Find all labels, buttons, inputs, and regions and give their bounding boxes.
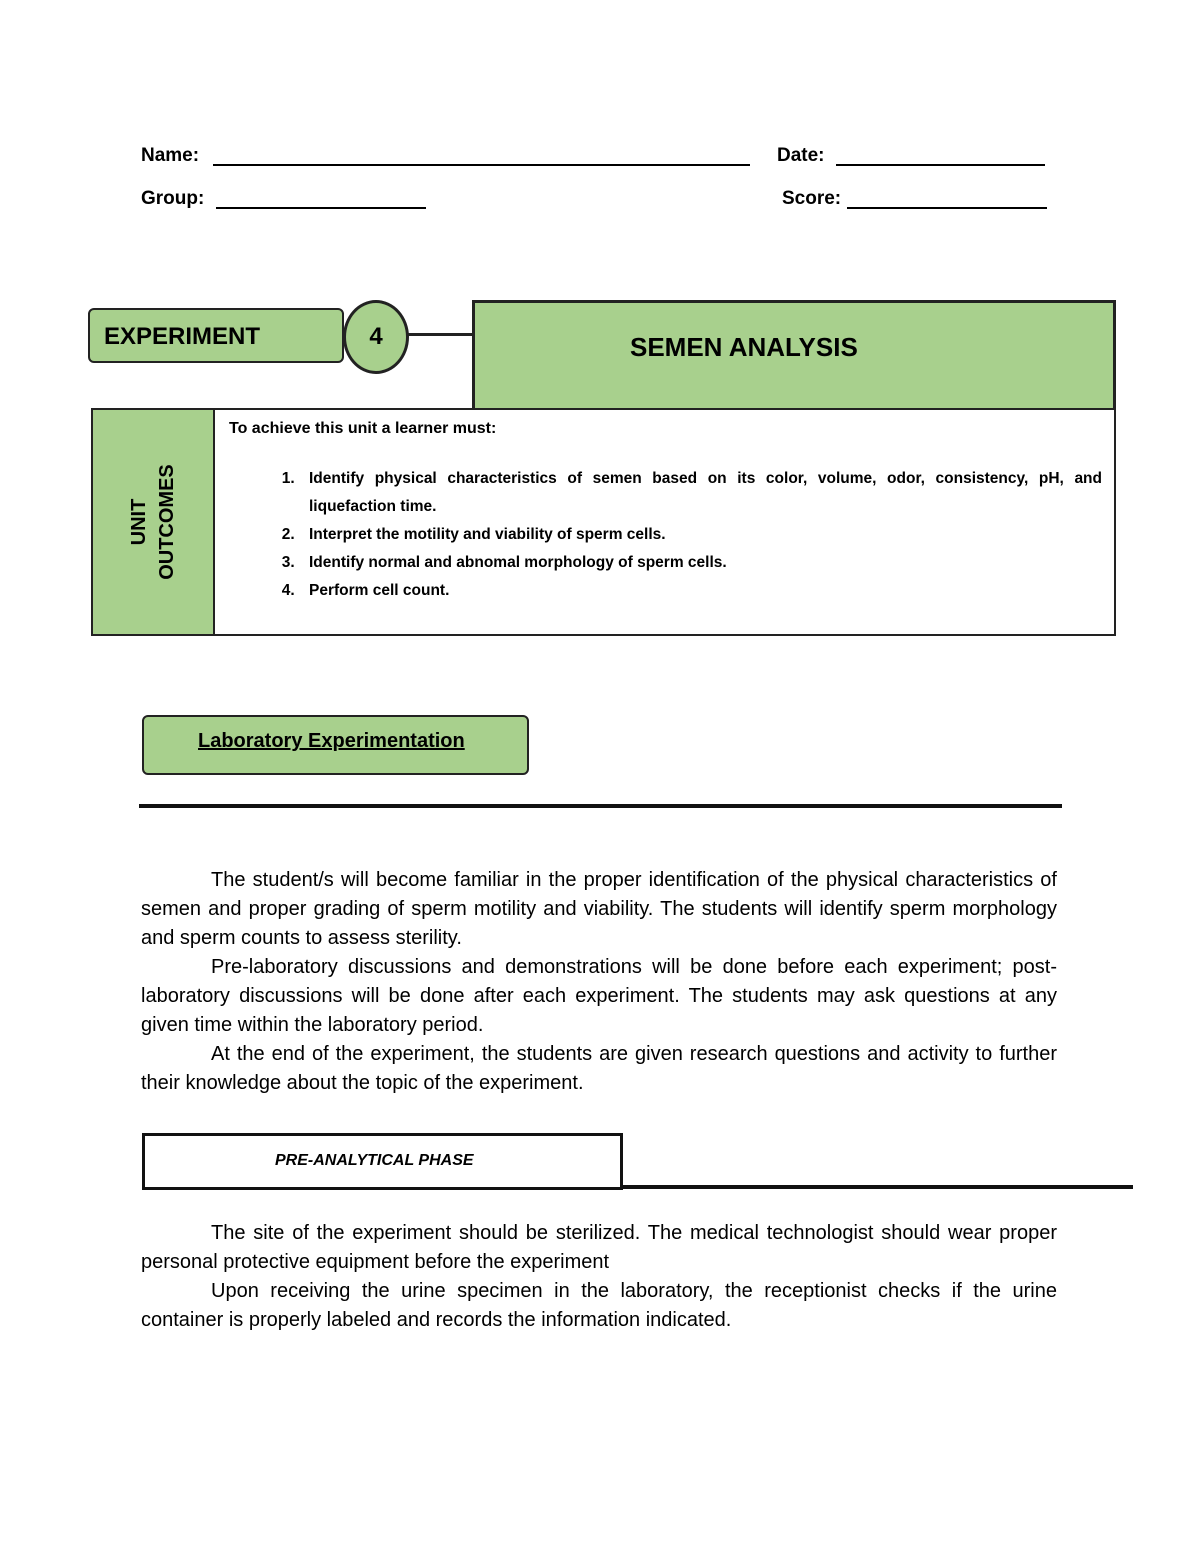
outcomes-list xyxy=(213,465,1102,605)
lab-section-box xyxy=(142,715,529,775)
experiment-title-box xyxy=(472,300,1116,409)
outcomes-intro: To achieve this unit a learner must: xyxy=(229,420,497,437)
lab-paragraphs xyxy=(141,866,1057,1098)
score-field[interactable] xyxy=(847,207,1047,209)
pre-analytical-line xyxy=(620,1185,1133,1189)
date-field[interactable] xyxy=(836,164,1045,166)
outcome-item: 4. Perform cell count. xyxy=(299,577,1102,605)
paragraph: Upon receiving the urine specimen in the laboratory, the receptionist checks if the urine container is properly labeled and records the information indicated. xyxy=(141,1280,1057,1331)
side-label-line1: UNIT xyxy=(128,498,150,546)
connector-line xyxy=(406,333,474,336)
paragraph: Pre-laboratory discussions and demonstrations will be done before each experiment; post-laboratory discussions will be done after each experiment. The students may ask questions at any given time within the laboratory period. xyxy=(141,956,1057,1036)
outcome-item: 3. Identify normal and abnomal morphology of sperm cells. xyxy=(299,549,1102,577)
paragraph: At the end of the experiment, the students are given research questions and activity to further their knowledge about the topic of the experiment. xyxy=(141,1043,1057,1094)
name-field[interactable] xyxy=(213,164,750,166)
date-label: Date: xyxy=(777,145,825,166)
unit-outcomes-box xyxy=(91,408,1116,636)
experiment-title: SEMEN ANALYSIS xyxy=(630,332,858,362)
pre-analytical-box xyxy=(142,1133,623,1190)
experiment-label-box xyxy=(88,308,344,363)
side-label-line2: OUTCOMES xyxy=(156,464,178,580)
section-divider xyxy=(139,804,1062,808)
group-field[interactable] xyxy=(216,207,426,209)
outcome-item: 2. Interpret the motility and viability of sperm cells. xyxy=(299,521,1102,549)
experiment-label: EXPERIMENT xyxy=(104,323,261,350)
pre-analytical-paragraphs xyxy=(141,1219,1057,1335)
paragraph: The site of the experiment should be sterilized. The medical technologist should wear proper personal protective equipment before the experiment xyxy=(141,1222,1057,1273)
group-label: Group: xyxy=(141,188,205,209)
pre-analytical-title: PRE-ANALYTICAL PHASE xyxy=(275,1152,474,1169)
experiment-number: 4 xyxy=(343,300,409,374)
paragraph: The student/s will become familiar in the proper identification of the physical characteristics of semen and proper grading of sperm motility and viability. The students will identify sperm morphology and sperm counts to assess sterility. xyxy=(141,869,1057,949)
score-label: Score: xyxy=(782,188,842,209)
lab-section-title: Laboratory Experimentation xyxy=(198,730,465,752)
unit-outcomes-side xyxy=(93,410,215,634)
name-label: Name: xyxy=(141,145,200,166)
outcome-item: 1. Identify physical characteristics of semen based on its color, volume, odor, consistency, pH, and liquefaction time. xyxy=(299,465,1102,521)
